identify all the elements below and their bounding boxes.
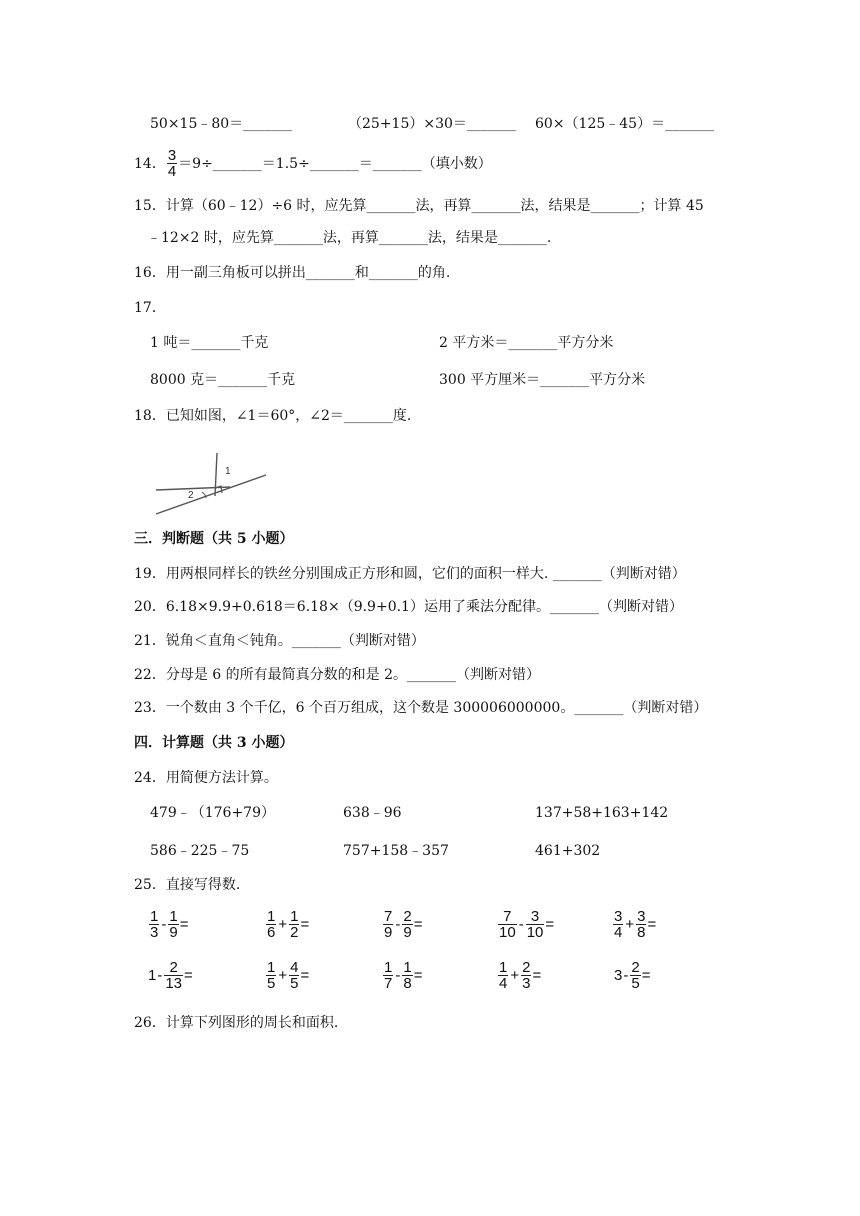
question-18: 18．已知如图，∠1＝60°，∠2＝_______度. — [134, 408, 412, 424]
question-14 — [134, 148, 492, 179]
fraction-problem: $\frac{7}{9}$ - $\frac{2}{9}$ = — [384, 908, 423, 941]
question-22: 22．分母是 6 的所有最简真分数的和是 2。_______（判断对错） — [134, 667, 540, 683]
question-20: 20．6.18×9.9+0.618＝6.18×（9.9+0.1）运用了乘法分配律。_______（判断对错） — [134, 599, 683, 615]
conversion-item: 2 平方米＝_______平方分米 — [439, 335, 614, 351]
question-16: 16．用一副三角板可以拼出_______和_______的角. — [134, 265, 451, 281]
fraction-problem: 1 - $\frac{2}{13}$ = — [148, 959, 193, 992]
question-26: 26．计算下列图形的周长和面积. — [134, 1015, 339, 1031]
angle-label-1: 1 — [225, 466, 231, 477]
vertical-line — [215, 453, 217, 496]
conversion-item: 8000 克＝_______千克 — [150, 372, 296, 388]
fraction: $\frac{3}{4}$ — [167, 147, 177, 180]
conversion-item: 300 平方厘米＝_______平方分米 — [439, 372, 646, 388]
calc-item-2: （25+15）×30＝_______ — [348, 116, 516, 132]
calc-item-3: 60×（125﹣45）＝_______ — [535, 116, 715, 132]
question-15-line-1: 15．计算（60﹣12）÷6 时，应先算_______法，再算_______法，结果是_______；计算 45 — [134, 198, 704, 214]
fraction-problem: $\frac{1}{7}$ - $\frac{1}{8}$ = — [384, 959, 423, 992]
question-24: 24．用简便方法计算。 — [134, 770, 278, 786]
question-25: 25．直接写得数. — [134, 877, 241, 893]
calc-expression: 137+58+163+142 — [535, 805, 669, 821]
calc-expression: 479﹣（176+79） — [150, 805, 275, 821]
fraction-problem: $\frac{3}{4}$ + $\frac{3}{8}$ = — [614, 908, 657, 941]
question-23: 23．一个数由 3 个千亿，6 个百万组成，这个数是 300006000000。_______（判断对错） — [134, 700, 708, 716]
section-heading-judgement: 三．判断题（共 5 小题） — [134, 531, 294, 547]
fraction-problem: 3 - $\frac{2}{5}$ = — [614, 959, 651, 992]
angle-label-2: 2 — [188, 490, 194, 501]
question-text: ＝9÷_______＝1.5÷_______＝_______（填小数） — [178, 155, 492, 172]
conversion-item: 1 吨＝_______千克 — [150, 335, 269, 351]
calc-expression: 461+302 — [535, 843, 601, 859]
question-17-number: 17． — [134, 300, 166, 316]
angle-figure — [150, 440, 272, 518]
question-15-line-2: ﹣12×2 时，应先算_______法，再算_______法，结果是_______. — [147, 230, 552, 246]
fraction-problem: $\frac{1}{3}$ - $\frac{1}{9}$ = — [150, 908, 189, 941]
fraction-problem: $\frac{1}{4}$ + $\frac{2}{3}$ = — [499, 959, 542, 992]
fraction-problem: $\frac{1}{5}$ + $\frac{4}{5}$ = — [267, 959, 310, 992]
slanted-line — [156, 475, 266, 514]
question-number: 14． — [134, 155, 166, 172]
calc-item-1: 50×15﹣80＝_______ — [150, 116, 293, 132]
fraction-problem: $\frac{1}{6}$ + $\frac{1}{2}$ = — [267, 908, 310, 941]
calc-expression: 586﹣225﹣75 — [150, 843, 250, 859]
calc-expression: 757+158﹣357 — [343, 843, 449, 859]
fraction-problem: $\frac{7}{10}$ - $\frac{3}{10}$ = — [499, 908, 555, 941]
question-21: 21．锐角＜直角＜钝角。_______（判断对错） — [134, 633, 425, 649]
question-19: 19．用两根同样长的铁丝分别围成正方形和圆，它们的面积一样大. _______（判断对错） — [134, 566, 686, 582]
calc-expression: 638﹣96 — [343, 805, 402, 821]
section-heading-calculation: 四．计算题（共 3 小题） — [134, 735, 294, 751]
